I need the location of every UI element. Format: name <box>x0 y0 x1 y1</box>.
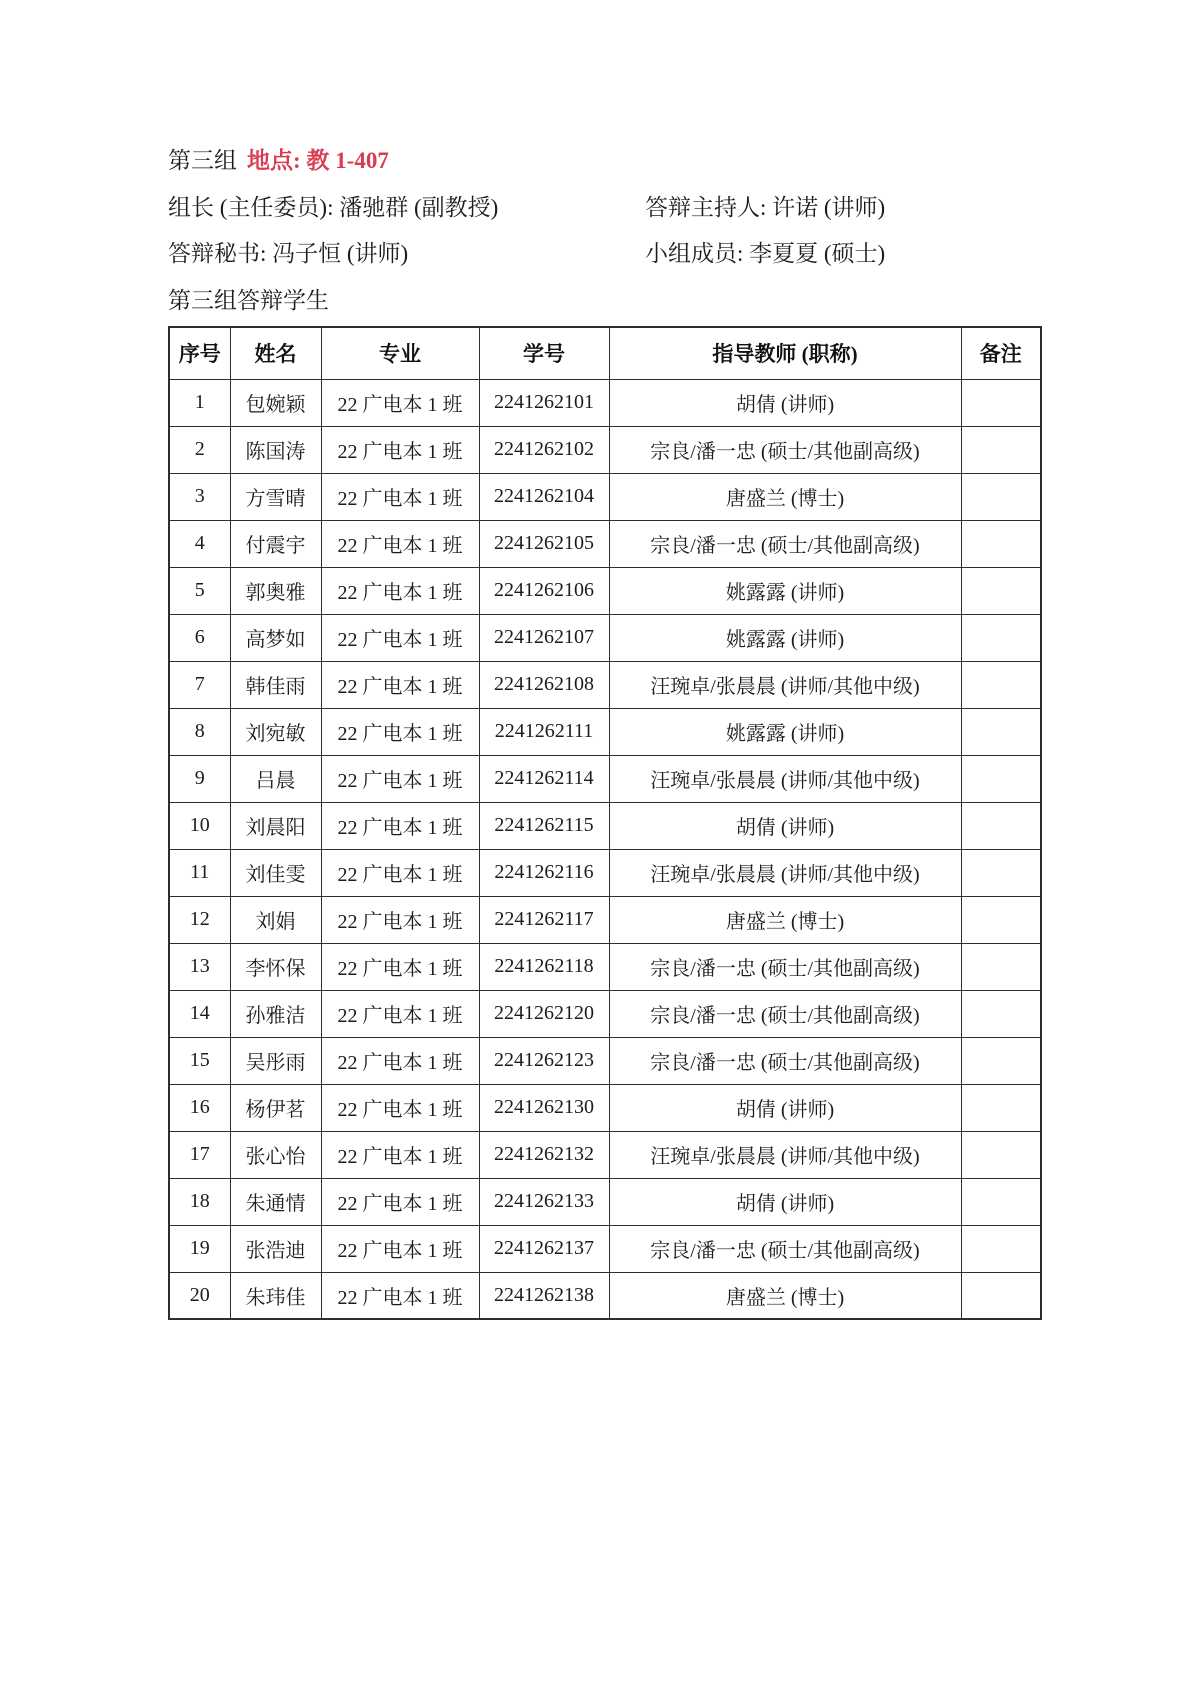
cell-name: 吕晨 <box>230 755 321 802</box>
table-row <box>169 614 1041 661</box>
cell-name: 刘娟 <box>230 896 321 943</box>
cell-name: 高梦如 <box>230 614 321 661</box>
cell-major: 22 广电本 1 班 <box>321 426 479 473</box>
table-row <box>169 520 1041 567</box>
cell-name: 刘佳雯 <box>230 849 321 896</box>
cell-student-id: 2241262130 <box>479 1084 609 1131</box>
cell-major: 22 广电本 1 班 <box>321 614 479 661</box>
column-header: 序号 <box>169 327 230 379</box>
cell-student-id: 2241262114 <box>479 755 609 802</box>
cell-advisor: 唐盛兰 (博士) <box>609 473 961 520</box>
cell-advisor: 唐盛兰 (博士) <box>609 1272 961 1319</box>
table-row <box>169 990 1041 1037</box>
table-row <box>169 661 1041 708</box>
cell-name: 杨伊茗 <box>230 1084 321 1131</box>
cell-advisor: 宗良/潘一忠 (硕士/其他副高级) <box>609 1225 961 1272</box>
cell-remark <box>961 520 1041 567</box>
cell-remark <box>961 614 1041 661</box>
cell-no: 1 <box>169 379 230 426</box>
cell-no: 7 <box>169 661 230 708</box>
cell-major: 22 广电本 1 班 <box>321 849 479 896</box>
table-row <box>169 943 1041 990</box>
cell-no: 3 <box>169 473 230 520</box>
cell-advisor: 宗良/潘一忠 (硕士/其他副高级) <box>609 943 961 990</box>
cell-advisor: 唐盛兰 (博士) <box>609 896 961 943</box>
group-member-label: 小组成员: 李夏夏 (硕士) <box>645 241 886 266</box>
table-row <box>169 802 1041 849</box>
cell-major: 22 广电本 1 班 <box>321 943 479 990</box>
cell-major: 22 广电本 1 班 <box>321 896 479 943</box>
cell-remark <box>961 473 1041 520</box>
table-row <box>169 1225 1041 1272</box>
cell-student-id: 2241262101 <box>479 379 609 426</box>
table-row <box>169 708 1041 755</box>
cell-remark <box>961 1131 1041 1178</box>
cell-major: 22 广电本 1 班 <box>321 1178 479 1225</box>
table-row <box>169 1037 1041 1084</box>
cell-remark <box>961 802 1041 849</box>
cell-remark <box>961 379 1041 426</box>
cell-remark <box>961 990 1041 1037</box>
cell-remark <box>961 896 1041 943</box>
cell-remark <box>961 708 1041 755</box>
cell-remark <box>961 755 1041 802</box>
cell-no: 13 <box>169 943 230 990</box>
cell-advisor: 胡倩 (讲师) <box>609 802 961 849</box>
cell-remark <box>961 1272 1041 1319</box>
cell-remark <box>961 943 1041 990</box>
cell-major: 22 广电本 1 班 <box>321 520 479 567</box>
cell-remark <box>961 849 1041 896</box>
cell-advisor: 姚露露 (讲师) <box>609 567 961 614</box>
cell-student-id: 2241262105 <box>479 520 609 567</box>
cell-name: 方雪晴 <box>230 473 321 520</box>
column-header: 姓名 <box>230 327 321 379</box>
cell-student-id: 2241262108 <box>479 661 609 708</box>
cell-advisor: 姚露露 (讲师) <box>609 708 961 755</box>
cell-name: 孙雅洁 <box>230 990 321 1037</box>
column-header: 指导教师 (职称) <box>609 327 961 379</box>
table-row <box>169 1084 1041 1131</box>
cell-no: 6 <box>169 614 230 661</box>
table-row <box>169 896 1041 943</box>
cell-no: 17 <box>169 1131 230 1178</box>
cell-major: 22 广电本 1 班 <box>321 802 479 849</box>
cell-name: 张心怡 <box>230 1131 321 1178</box>
defense-secretary-label: 答辩秘书: 冯子恒 (讲师) <box>168 241 409 266</box>
cell-student-id: 2241262132 <box>479 1131 609 1178</box>
cell-major: 22 广电本 1 班 <box>321 567 479 614</box>
cell-advisor: 宗良/潘一忠 (硕士/其他副高级) <box>609 520 961 567</box>
table-row <box>169 426 1041 473</box>
cell-no: 16 <box>169 1084 230 1131</box>
table-row <box>169 473 1041 520</box>
committee-line-1 <box>168 194 1048 222</box>
cell-no: 20 <box>169 1272 230 1319</box>
cell-no: 15 <box>169 1037 230 1084</box>
cell-advisor: 宗良/潘一忠 (硕士/其他副高级) <box>609 990 961 1037</box>
cell-advisor: 宗良/潘一忠 (硕士/其他副高级) <box>609 426 961 473</box>
cell-student-id: 2241262104 <box>479 473 609 520</box>
student-table-header-row <box>169 327 1041 379</box>
cell-advisor: 胡倩 (讲师) <box>609 1084 961 1131</box>
cell-student-id: 2241262118 <box>479 943 609 990</box>
cell-remark <box>961 1225 1041 1272</box>
table-row <box>169 1131 1041 1178</box>
table-row <box>169 567 1041 614</box>
table-row <box>169 1178 1041 1225</box>
cell-advisor: 汪琬卓/张晨晨 (讲师/其他中级) <box>609 849 961 896</box>
cell-student-id: 2241262123 <box>479 1037 609 1084</box>
cell-major: 22 广电本 1 班 <box>321 1272 479 1319</box>
cell-student-id: 2241262107 <box>479 614 609 661</box>
cell-no: 11 <box>169 849 230 896</box>
cell-advisor: 姚露露 (讲师) <box>609 614 961 661</box>
cell-name: 包婉颖 <box>230 379 321 426</box>
cell-no: 4 <box>169 520 230 567</box>
column-header: 备注 <box>961 327 1041 379</box>
cell-advisor: 汪琬卓/张晨晨 (讲师/其他中级) <box>609 1131 961 1178</box>
cell-major: 22 广电本 1 班 <box>321 990 479 1037</box>
section-title: 第三组答辩学生 <box>168 288 329 313</box>
cell-name: 陈国涛 <box>230 426 321 473</box>
cell-no: 5 <box>169 567 230 614</box>
cell-major: 22 广电本 1 班 <box>321 473 479 520</box>
cell-name: 刘宛敏 <box>230 708 321 755</box>
cell-name: 吴彤雨 <box>230 1037 321 1084</box>
cell-remark <box>961 426 1041 473</box>
cell-name: 朱玮佳 <box>230 1272 321 1319</box>
cell-remark <box>961 1084 1041 1131</box>
cell-student-id: 2241262120 <box>479 990 609 1037</box>
location-label: 地点: 教 1-407 <box>247 148 389 173</box>
cell-name: 付震宇 <box>230 520 321 567</box>
group-title: 第三组 <box>168 148 237 173</box>
cell-name: 张浩迪 <box>230 1225 321 1272</box>
cell-major: 22 广电本 1 班 <box>321 708 479 755</box>
cell-no: 2 <box>169 426 230 473</box>
cell-remark <box>961 567 1041 614</box>
student-table-body <box>169 379 1041 1319</box>
cell-no: 18 <box>169 1178 230 1225</box>
cell-student-id: 2241262115 <box>479 802 609 849</box>
cell-advisor: 胡倩 (讲师) <box>609 379 961 426</box>
cell-no: 12 <box>169 896 230 943</box>
defense-host-label: 答辩主持人: 许诺 (讲师) <box>645 195 886 220</box>
cell-name: 郭奥雅 <box>230 567 321 614</box>
cell-name: 朱通情 <box>230 1178 321 1225</box>
cell-name: 韩佳雨 <box>230 661 321 708</box>
cell-major: 22 广电本 1 班 <box>321 1131 479 1178</box>
cell-no: 9 <box>169 755 230 802</box>
cell-student-id: 2241262116 <box>479 849 609 896</box>
cell-advisor: 汪琬卓/张晨晨 (讲师/其他中级) <box>609 661 961 708</box>
cell-no: 10 <box>169 802 230 849</box>
group-leader-label: 组长 (主任委员): 潘驰群 (副教授) <box>168 195 499 220</box>
cell-student-id: 2241262102 <box>479 426 609 473</box>
cell-no: 19 <box>169 1225 230 1272</box>
cell-major: 22 广电本 1 班 <box>321 755 479 802</box>
cell-student-id: 2241262133 <box>479 1178 609 1225</box>
table-row <box>169 755 1041 802</box>
cell-major: 22 广电本 1 班 <box>321 379 479 426</box>
cell-advisor: 宗良/潘一忠 (硕士/其他副高级) <box>609 1037 961 1084</box>
table-row <box>169 849 1041 896</box>
cell-student-id: 2241262117 <box>479 896 609 943</box>
cell-major: 22 广电本 1 班 <box>321 661 479 708</box>
cell-student-id: 2241262106 <box>479 567 609 614</box>
committee-line-2 <box>168 240 1048 268</box>
cell-remark <box>961 661 1041 708</box>
student-table <box>168 326 1042 1320</box>
cell-advisor: 汪琬卓/张晨晨 (讲师/其他中级) <box>609 755 961 802</box>
cell-major: 22 广电本 1 班 <box>321 1225 479 1272</box>
cell-major: 22 广电本 1 班 <box>321 1084 479 1131</box>
cell-student-id: 2241262111 <box>479 708 609 755</box>
column-header: 学号 <box>479 327 609 379</box>
cell-student-id: 2241262137 <box>479 1225 609 1272</box>
cell-advisor: 胡倩 (讲师) <box>609 1178 961 1225</box>
column-header: 专业 <box>321 327 479 379</box>
cell-name: 李怀保 <box>230 943 321 990</box>
group-title-line <box>168 147 389 175</box>
cell-name: 刘晨阳 <box>230 802 321 849</box>
cell-major: 22 广电本 1 班 <box>321 1037 479 1084</box>
cell-no: 14 <box>169 990 230 1037</box>
table-row <box>169 1272 1041 1319</box>
cell-no: 8 <box>169 708 230 755</box>
cell-remark <box>961 1178 1041 1225</box>
cell-remark <box>961 1037 1041 1084</box>
cell-student-id: 2241262138 <box>479 1272 609 1319</box>
table-row <box>169 379 1041 426</box>
